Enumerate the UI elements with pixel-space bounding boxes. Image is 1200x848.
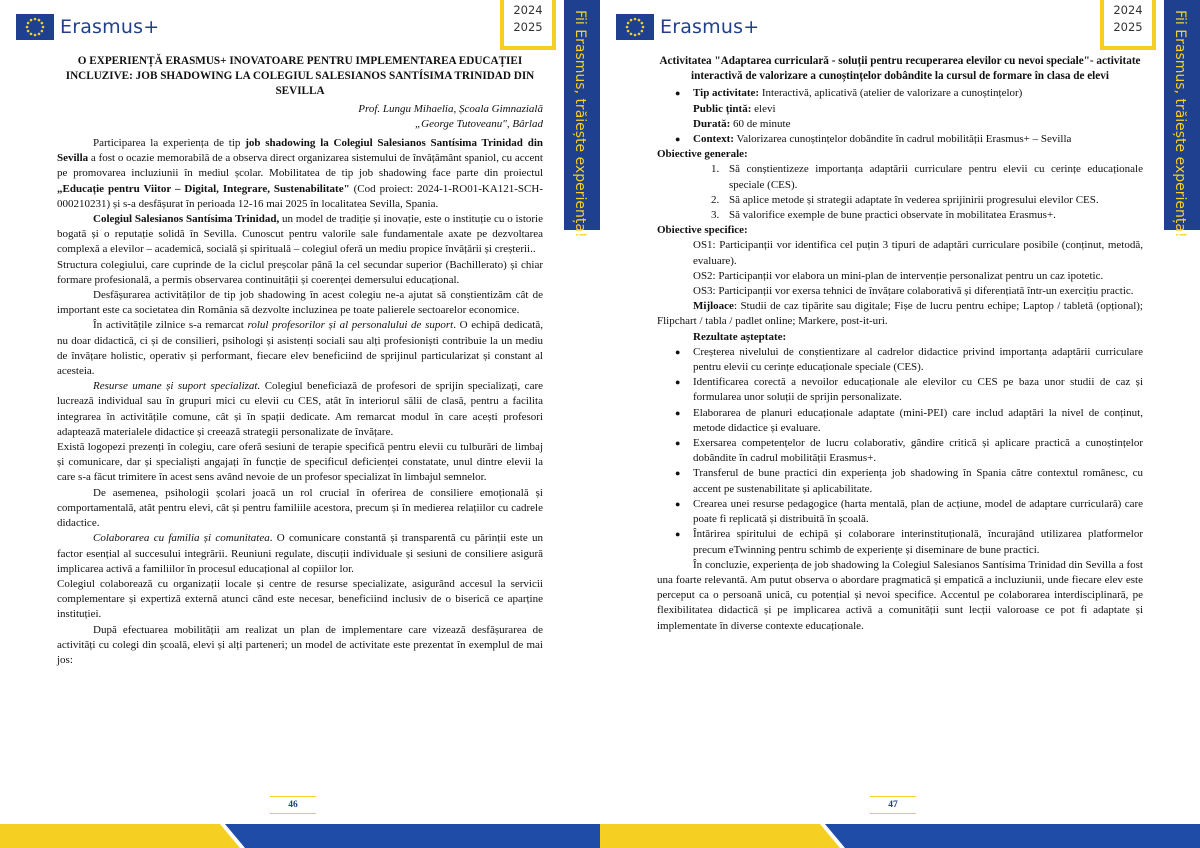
year-start: 2024 <box>1113 3 1143 17</box>
resources-line: Mijloace: Studii de caz tipărite sau digitale; Fișe de lucru pentru echipe; Laptop / tabletă (opțional); Flipchart / tabla / padlet online; Markere, post-it-uri. <box>657 300 1143 328</box>
paragraph: Resurse umane și suport specializat. Colegiul beneficiază de profesori de sprijin specializați, care lucrează individual sau în grupuri mici cu elevii cu CES, atât în interiorul sălii de clasă, pentru a facilita integrarea în activitățile comune, cât și în spații dedicate. Am remarcat modul în care acești profesori adaptează materialele didactice și creează strategii personalizate de învățare. <box>57 380 543 438</box>
specific-objective: OS2: Participanții vor elabora un mini-plan de intervenție personalizat pentru un caz ipotetic. <box>693 269 1104 282</box>
year-end: 2025 <box>1113 20 1143 34</box>
erasmus-logo <box>616 14 759 40</box>
year-badge <box>1100 0 1156 50</box>
paragraph: Există logopezi prezenți în colegiu, care oferă sesiuni de terapie specifică pentru elevii cu tulburări de limbaj și comunicare, dar și specialiști angajați în funcție de specificul deficienței constatate, unul dintre elevii la care s-a făcut trimitere în acest sens având nevoie de un profesor specializat în limbajul semnelor. <box>57 441 543 484</box>
list-item: 2. Să aplice metode și strategii adaptate în vederea sprijinirii progresului elevilor CES. <box>711 193 1099 206</box>
paragraph: Desfășurarea activităților de tip job shadowing în acest colegiu ne-a ajutat să conștientizăm cât de important este ca societatea din România să dezvolte incluzinea pe toate palierele sectoarelor economice. <box>57 289 543 317</box>
list-item: ● Context: Valorizarea cunoștințelor dobândite în cadrul mobilității Erasmus+ – Sevilla <box>657 132 1143 147</box>
info-line: Durată: 60 de minute <box>693 117 791 130</box>
paragraph: De asemenea, psihologii școlari joacă un rol crucial în oferirea de consiliere emoțională și comportamentală, atât pentru elevi, cât și pentru familiile acestora, precum și în medierea relațiilor cu cadrele didactice. <box>57 486 543 530</box>
year-end: 2025 <box>513 20 543 34</box>
page-number: 47 <box>870 796 916 814</box>
author-line-1: Prof. Lungu Mihaelia, Școala Gimnazială <box>358 102 543 115</box>
paragraph: În activitățile zilnice s-a remarcat rolul profesorilor și al personalului de suport. O echipă dedicată, nu doar didactică, ci și de consilieri, psihologi și asistenți sociali sau alți profesioniști contribuie la un mediu de învățare holistic, operativ și performant, fiecare elev beneficiind de sprijinul particularizat și constant al acesteia. <box>57 319 543 378</box>
general-objectives-list <box>657 162 1143 223</box>
list-item: ● Transferul de bune practici din experiența job shadowing în Spania către contextul românesc, cu accent pe sustenabilitate și aplicabilitate. <box>657 466 1143 496</box>
specific-objective: OS1: Participanții vor identifica cel puțin 3 tipuri de adaptări curriculare posibile (conținut, metodă, evaluare). <box>693 239 1143 267</box>
article-body <box>57 54 543 668</box>
list-item: ● Întărirea spiritului de echipă și colaborare interinstituțională, încurajând utilizarea platformelor precum eTwinning pentru schimb de experiențe și diseminare de bune practici. <box>657 527 1143 557</box>
section-heading: Rezultate așteptate: <box>693 330 787 343</box>
erasmus-logo <box>16 14 159 40</box>
info-line: Public țintă: elevi <box>693 102 776 115</box>
footer-stripe <box>600 824 1200 848</box>
list-item: ● Tip activitate: Interactivă, aplicativă (atelier de valorizare a cunoștințelor) <box>657 86 1143 101</box>
eu-flag-icon <box>616 14 654 40</box>
page-number: 46 <box>270 796 316 814</box>
slogan-banner <box>564 0 600 238</box>
activity-info-list <box>657 86 1143 101</box>
paragraph: Colaborarea cu familia și comunitatea. O comunicare constantă și transparentă cu părinții este un factor esențial al succesului integrării. Reuniuni regulate, discuții individuale și sesiuni de consiliere asigură implicarea activă a familiilor în procesul educațional al copiilor lor. <box>57 532 543 575</box>
activity-title: Activitatea "Adaptarea curriculară - soluții pentru recuperarea elevilor cu nevoi speciale"- activitate interactivă de valorizare a cunoștințelor dobândite la cursul de formare în clasa de elevi <box>659 55 1141 83</box>
activity-info-list <box>657 132 1143 147</box>
article-title: O EXPERIENȚĂ ERASMUS+ INOVATOARE PENTRU IMPLEMENTAREA EDUCAȚIEI INCLUZIVE: JOB SHADOWING LA COLEGIUL SALESIANOS SANTÍSIMA TRINIDAD DIN SEVILLA <box>65 55 535 98</box>
author-line-2: „George Tutoveanu", Bârlad <box>415 117 543 130</box>
conclusion-paragraph: În concluzie, experiența de job shadowing la Colegiul Salesianos Santísima Trinidad din Sevilla a fost una foarte relevantă. Am putut observa o abordare pragmatică și empatică a incluziunii, unde fiecare elev este perceput ca o persoană unică, cu potențial și nevoi specifice. Accentul pe colaborarea interdisciplinară, pe flexibilitatea didactică și pe implicarea activă a comunității sunt lecții valoroase ce pot fi adaptate și implementate în diverse contexte educaționale. <box>657 558 1143 632</box>
erasmus-wordmark: Erasmus+ <box>60 16 160 38</box>
right-page <box>600 0 1200 848</box>
paragraph: Colegiul Salesianos Santísima Trinidad, un model de tradiție și inovație, este o instituție cu o istorie bogată și o reputație solidă în Sevilla. Cunoscut pentru valorile sale fundamentale axate pe dezvoltarea complexă a elevilor – academică, socială și spirituală – colegiul oferă un mediu propice învățării și creșterii.. <box>57 213 543 256</box>
section-heading: Obiective generale: <box>657 148 748 161</box>
specific-objective: OS3: Participanții vor exersa tehnici de învățare colaborativă și diferențiată într-un exercițiu practic. <box>693 285 1134 298</box>
list-item: ● Creșterea nivelului de conștientizare al cadrelor didactice privind importanța adaptării curriculare pentru elevii cu cerințe educaționale speciale (CES). <box>657 345 1143 375</box>
slogan-banner <box>1164 0 1200 238</box>
section-heading: Obiective specifice: <box>657 224 748 237</box>
activity-body <box>657 54 1143 634</box>
list-item: ● Identificarea corectă a nevoilor educaționale ale elevilor cu CES pe baza unor studii de caz și formularea unor soluții de sprijin personalizate. <box>657 375 1143 405</box>
paragraph: Structura colegiului, care cuprinde de la ciclul preșcolar până la cel secundar superior (Bachillerato) și chiar formare profesională, a permis observarea continuității și coerenței demersului educațional. <box>57 258 543 286</box>
results-list <box>657 345 1143 558</box>
list-item: ● Crearea unei resurse pedagogice (harta mentală, plan de acțiune, model de adaptare curriculară) care poate fi replicată și distribuită în școală. <box>657 497 1143 527</box>
paragraph: Colegiul colaborează cu organizații locale și centre de resurse specializate, asigurând accesul la servicii complementare și expertiză externă atunci când este necesar, beneficiind inclusiv de o biserică ce aparține instituției. <box>57 577 543 621</box>
eu-flag-icon <box>16 14 54 40</box>
list-item: ● Elaborarea de planuri educaționale adaptate (mini-PEI) care includ adaptări la nivel de conținut, metode didactice și evaluare. <box>657 406 1143 436</box>
list-item: 3. Să valorifice exemple de bune practici observate în mobilitatea Erasmus+. <box>711 209 1056 222</box>
paragraph: Participarea la experiența de tip job shadowing la Colegiul Salesianos Santísima Trinidad din Sevilla a fost o ocazie memorabilă de a observa direct organizarea sistemului de învățământ spaniol, cu accent pe promovarea incluziunii în mediul școlar. Mobilitatea de tip job shadowing face parte din proiectul „Educație pentru Viitor – Digital, Integrare, Sustenabilitate" (Cod proiect: 2024-1-RO01-KA121-SCH-000210231) și s-a desfășurat în perioada 12-16 mai 2025 în localitatea Sevilla, Spania. <box>57 137 543 210</box>
footer-stripe <box>0 824 600 848</box>
list-item: 1. Să conștientizeze importanța adaptării curriculare pentru elevii cu cerințe educaționale speciale (CES). <box>711 163 1143 191</box>
slogan-text: Fii Erasmus, trăiește experiența! <box>1172 10 1188 238</box>
slogan-text: Fii Erasmus, trăiește experiența! <box>572 10 588 238</box>
year-start: 2024 <box>513 3 543 17</box>
list-item: ● Exersarea competențelor de lucru colaborativ, gândire critică și aplicare practică a cunoștințelor dobândite în cadrul mobilității Erasmus+. <box>657 436 1143 466</box>
year-badge <box>500 0 556 50</box>
paragraph: După efectuarea mobilității am realizat un plan de implementare care vizează desfășurarea de activități cu colegi din școală, elevi și alți parteneri; un model de activitate este prezentat în exemplul de mai jos: <box>57 623 543 666</box>
erasmus-wordmark: Erasmus+ <box>660 16 760 38</box>
